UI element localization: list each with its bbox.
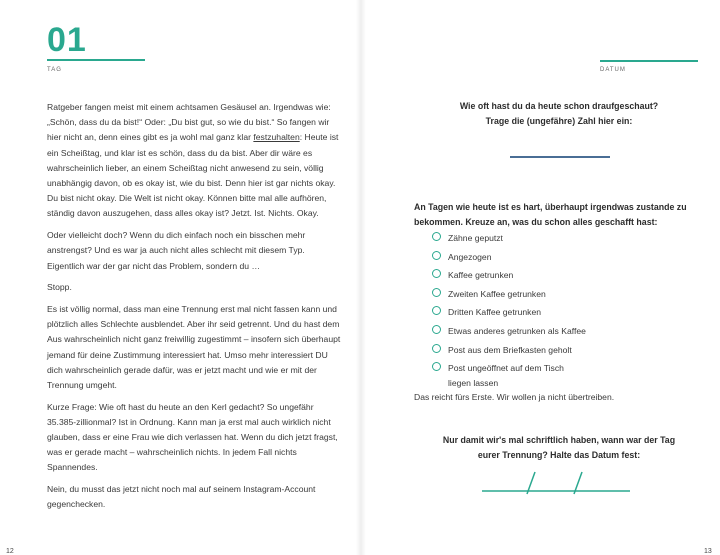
checklist-item[interactable]: Zähne geputzt: [432, 231, 682, 250]
date-label: DATUM: [600, 67, 626, 73]
paragraph-6: Nein, du musst das jetzt nicht noch mal auf seinem Instagram-Account gegenchecken.: [47, 484, 316, 510]
achievements-checklist: [432, 231, 682, 395]
checkbox-circle[interactable]: [432, 232, 441, 241]
paragraph-2: Oder vielleicht doch? Wenn du dich einfach noch ein bisschen mehr anstrengst? Und es war ja auch nicht alles schlecht mit diesem Typ. Eigentlich war der gar nicht das Problem, sondern du …: [47, 230, 306, 271]
question-count: Wie oft hast du da heute schon draufgeschaut? Trage die (ungefähre) Zahl hier ein:: [459, 101, 659, 126]
checkbox-circle[interactable]: [432, 325, 441, 334]
paragraph-4: Es ist völlig normal, dass man eine Trennung erst mal nicht fassen kann und plötzlich alles Schlechte ausblendet. Aber ihr seid getrennt. Und du hast dem Aus wahrscheinlich nicht ganz freiwillig zugestimmt – insofern sich überhaupt jemand für deine Zustimmung interessiert hat. Umso mehr interessiert DU dich wahrscheinlich gerade dafür, was er jetzt macht und wie er mit der Trennung umgeht.: [47, 303, 341, 390]
question-date: Nur damit wir's mal schriftlich haben, wann war der Tag eurer Trennung? Halte das Datum fest:: [442, 435, 676, 460]
date-write-field[interactable]: [478, 470, 634, 496]
body-text: [47, 100, 342, 519]
page-gutter: [356, 0, 366, 555]
paragraph-5: Kurze Frage: Wie oft hast du heute an den Kerl gedacht? So ungefähr 35.385-zillionmal? Ist in Ordnung. Kann man ja erst mal auch wirklich nicht glauben, dass er eine Frau wie dich verlassen hat. Wenn du dich jetzt fragst, was er gerade macht – wahrscheinlich nichts. In jedem Fall nichts Spannendes.: [47, 401, 338, 473]
page-number-right: 13: [704, 548, 712, 555]
date-rule: [600, 60, 698, 62]
checklist-item[interactable]: Etwas anderes getrunken als Kaffee: [432, 324, 682, 343]
chapter-number: 01: [47, 21, 87, 59]
checklist-item[interactable]: Zweiten Kaffee getrunken: [432, 287, 682, 306]
checkbox-circle[interactable]: [432, 344, 441, 353]
checkbox-circle[interactable]: [432, 269, 441, 278]
checklist-item[interactable]: Post ungeöffnet auf dem Tisch liegen lassen: [432, 361, 682, 395]
paragraph-3: Stopp.: [47, 282, 72, 293]
underlined-word: festzuhalten: [253, 132, 300, 143]
checklist-item[interactable]: Kaffee getrunken: [432, 268, 682, 287]
checkbox-circle[interactable]: [432, 288, 441, 297]
checkbox-circle[interactable]: [432, 306, 441, 315]
page-number-left: 12: [6, 548, 14, 555]
count-write-line[interactable]: [510, 156, 610, 158]
tag-label: TAG: [47, 67, 62, 73]
checklist-item[interactable]: Dritten Kaffee getrunken: [432, 305, 682, 324]
checkbox-circle[interactable]: [432, 251, 441, 260]
checklist-item[interactable]: Angezogen: [432, 250, 682, 269]
checkbox-circle[interactable]: [432, 362, 441, 371]
closing-line: Das reicht fürs Erste. Wir wollen ja nicht übertreiben.: [414, 392, 615, 402]
achievements-heading: An Tagen wie heute ist es hart, überhaupt irgendwas zustande zu bekommen. Kreuze an, was du schon alles geschafft hast:: [414, 202, 687, 227]
paragraph-1: Ratgeber fangen meist mit einem achtsamen Gesäusel an. Irgendwas wie: „Schön, dass du da bist!“ Oder: „Du bist gut, so wie du bist.“ So fangen wir hier nicht an, denn eines gibt es ja wohl mal ganz klar festzuhalten: Heute ist ein Scheißtag, und klar ist es schön, dass du da bist. Aber dir wäre es wahrscheinlich lieber, an einem Scheißtag nicht anwesend zu sein, völlig unabhängig davon, ob es okay ist, wie du bist. Denn hier ist gar nichts okay. Du bist nicht okay. Die Welt ist nicht okay. Können bitte mal alle aufhören, ständig davon auszugehen, dass alles okay ist? Jetzt. Ist. Nichts. Okay.: [47, 102, 339, 219]
chapter-rule: [47, 59, 145, 61]
checklist-item[interactable]: Post aus dem Briefkasten geholt: [432, 343, 682, 362]
